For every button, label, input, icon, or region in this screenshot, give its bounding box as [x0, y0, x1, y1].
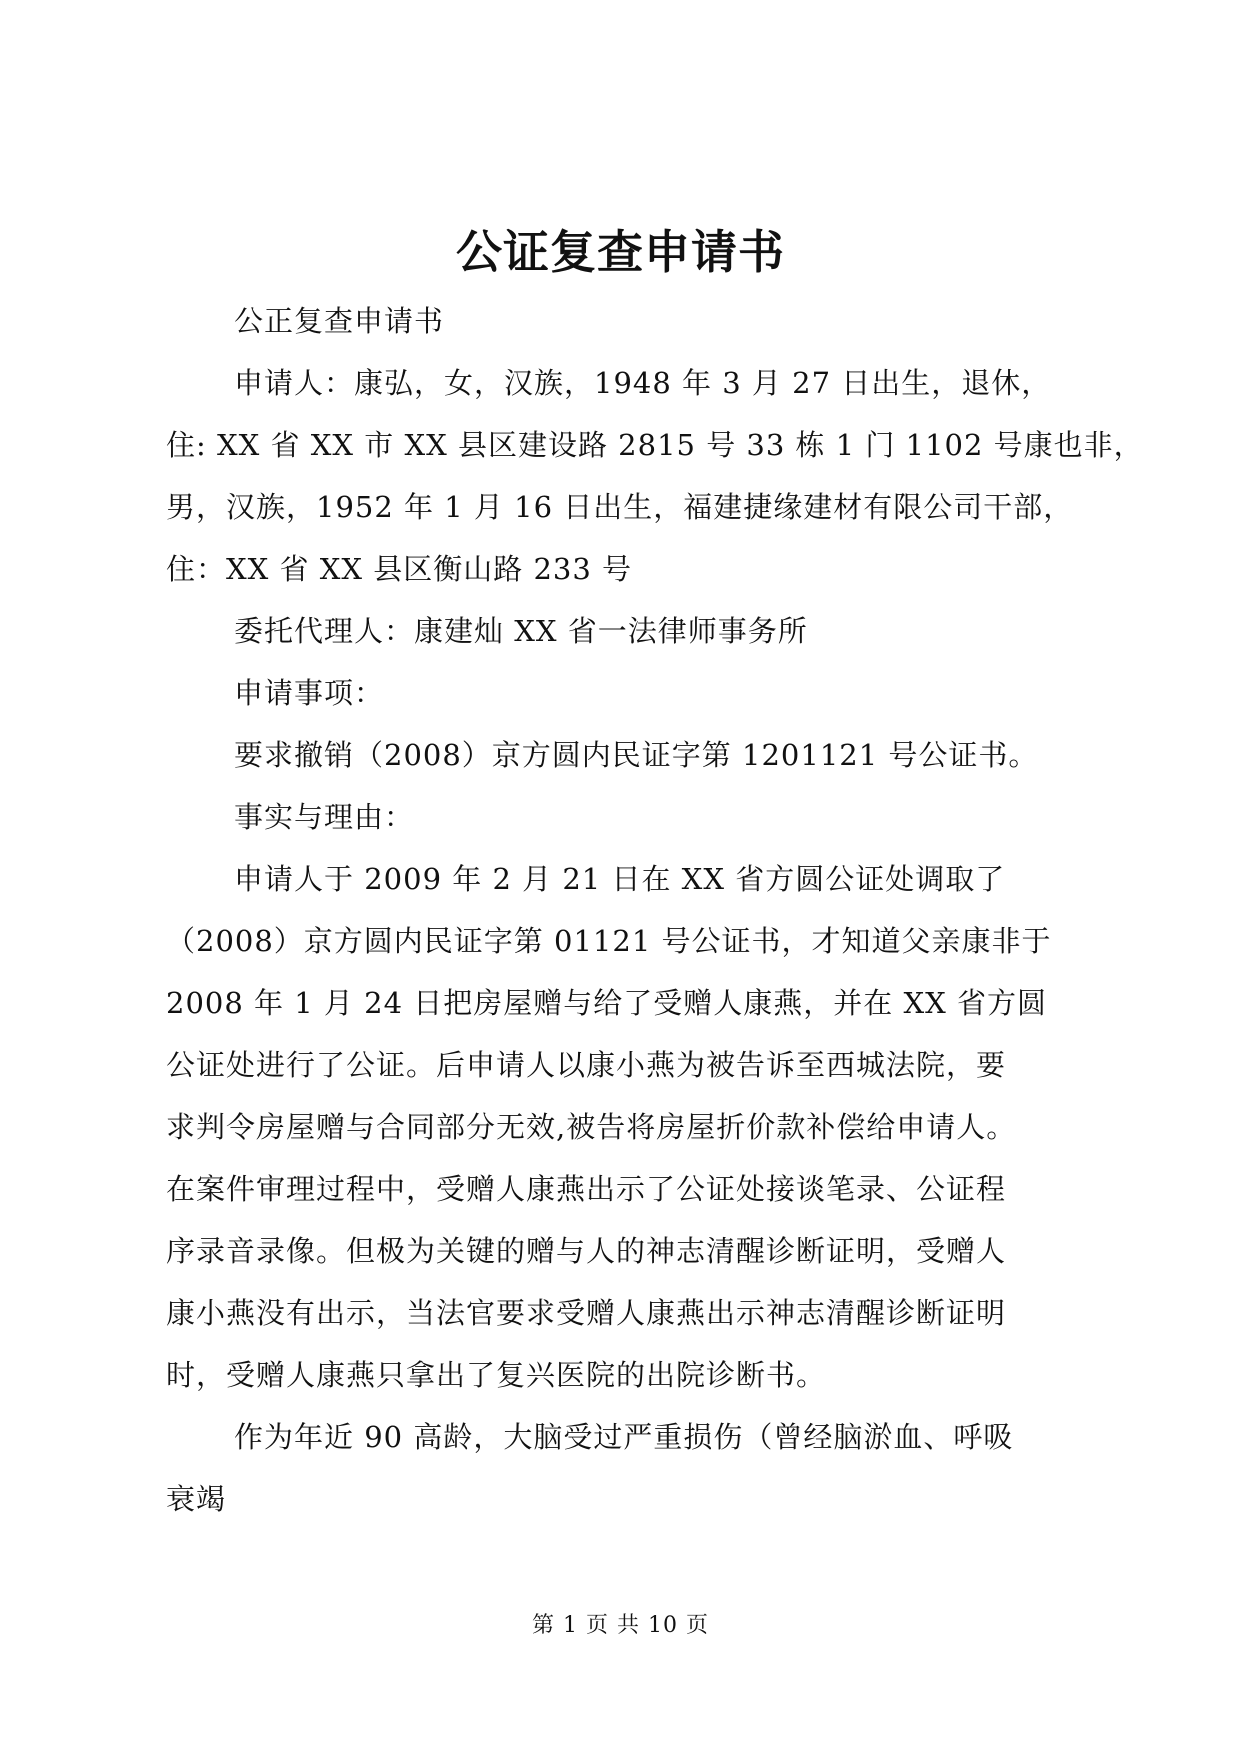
page-footer: 第 1 页 共 10 页: [532, 1613, 709, 1638]
applicant-line-2: 住: XX 省 XX 市 XX 县区建设路 2815 号 33 栋 1 门 1102 号康也非，: [166, 428, 1144, 462]
closing-line: 衰竭: [166, 1482, 227, 1516]
request-heading: 申请事项：: [234, 676, 385, 710]
facts-line: 康小燕没有出示，当法官要求受赠人康燕出示神志清醒诊断证明: [166, 1296, 1007, 1330]
facts-line: 时，受赠人康燕只拿出了复兴医院的出院诊断书。: [166, 1358, 827, 1392]
applicant-line-4: 住：XX 省 XX 县区衡山路 233 号: [166, 552, 633, 586]
document-title: 公证复查申请书: [456, 225, 785, 279]
facts-line: （2008）京方圆内民证字第 01121 号公证书，才知道父亲康非于: [166, 924, 1052, 958]
closing-line: 作为年近 90 高龄，大脑受过严重损伤（曾经脑淤血、呼吸: [234, 1420, 1014, 1454]
document-body: [166, 290, 1144, 1530]
facts-line: 求判令房屋赠与合同部分无效,被告将房屋折价款补偿给申请人。: [166, 1110, 1017, 1144]
applicant-line-1: 申请人：康弘，女，汉族，1948 年 3 月 27 日出生，退休，: [234, 366, 1052, 400]
facts-line: 在案件审理过程中，受赠人康燕出示了公证处接谈笔录、公证程: [166, 1172, 1007, 1206]
facts-heading: 事实与理由：: [234, 800, 415, 834]
applicant-line-3: 男，汉族，1952 年 1 月 16 日出生，福建捷缘建材有限公司干部，: [166, 490, 1074, 524]
facts-line: 申请人于 2009 年 2 月 21 日在 XX 省方圆公证处调取了: [234, 862, 1006, 896]
subtitle-line: 公正复查申请书: [234, 304, 445, 338]
facts-line: 2008 年 1 月 24 日把房屋赠与给了受赠人康燕，并在 XX 省方圆: [166, 986, 1047, 1020]
request-body: 要求撤销（2008）京方圆内民证字第 1201121 号公证书。: [234, 738, 1039, 772]
facts-line: 序录音录像。但极为关键的赠与人的神志清醒诊断证明，受赠人: [166, 1234, 1007, 1268]
facts-line: 公证处进行了公证。后申请人以康小燕为被告诉至西城法院，要: [166, 1048, 1007, 1082]
agent-line: 委托代理人：康建灿 XX 省一法律师事务所: [234, 614, 808, 648]
